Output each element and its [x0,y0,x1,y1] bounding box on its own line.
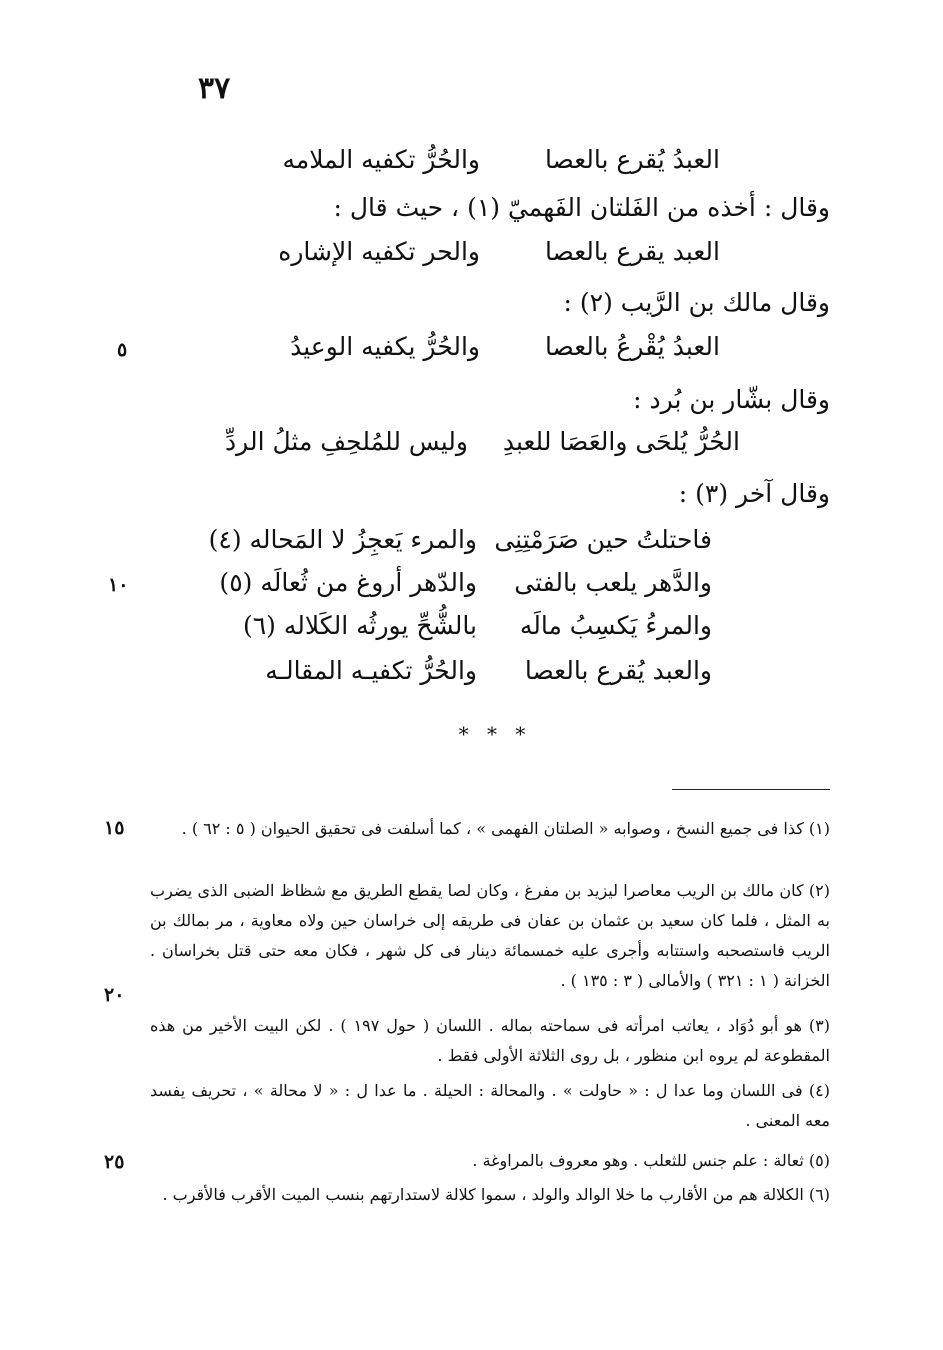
verse-line [225,422,740,462]
verse-intro: وقال آخر (٣) : [678,479,830,508]
line-number-marker: ١٥ [104,817,125,839]
verse-line [260,651,712,691]
verse-line [219,563,712,603]
footnote: (٥) ثعالة : علم جنس للثعلب . وهو معروف بالمراوغة . [472,1151,830,1170]
footnote-divider [672,789,830,790]
footnote: (٦) الكلالة هم من الأقارب ما خلا الوالد والولد ، سموا كلالة لاستدارتهم بنسب الميت الأقرب فالأقرب . [162,1185,830,1204]
verse-first-hemistich: العبدُ يُقرع بالعصا [544,145,720,174]
verse-line [208,520,712,560]
footnote: (٢) كان مالك بن الريب معاصرا ليزيد بن مفرغ ، وكان لصا يقطع الطريق مع شظاظ الضبى الذى يضرب به المثل ، فلما كان سعيد بن عثمان بن عفان فى طريقه إلى خراسان حين ولاه معاوية ، مر بمالك بن الريب فاستصحبه واستتابه وأجرى عليه خمسمائة دينار فى كل شهر ، فكان معه حتى قتل بخراسان . الخزانة ( ١ : ٣٢١ ) والأمالى ( ٣ : ١٣٥ ) . [150,881,830,990]
page-number: ٣٧ [198,71,231,106]
verse-line [282,140,720,180]
verse-first-hemistich: والمرءُ يَكسِبُ مالَه [519,611,712,640]
verse-intro: وقال بشّار بن بُرد : [633,385,830,414]
verse-first-hemistich: والعبد يُقرع بالعصا [524,656,712,685]
verse-line [278,232,720,272]
line-number-marker: ٥ [117,339,128,361]
line-number-marker: ١٠ [108,574,129,596]
verse-first-hemistich: فاحتلتُ حين صَرَمْتِنِى [494,525,712,554]
verse-first-hemistich: والدَّهر يلعب بالفتى [514,568,712,597]
verse-line [290,327,720,367]
verse-first-hemistich: العبد يقرع بالعصا [544,237,720,266]
verse-second-hemistich: وليس للمُلحِفِ مثلُ الردِّ [225,427,468,456]
verse-second-hemistich: والحُرُّ تكفيـه المقالـه [265,656,477,685]
line-number-marker: ٢٠ [104,984,125,1006]
verse-first-hemistich: العبدُ يُقْرعُ بالعصا [544,332,720,361]
footnote: (٤) فى اللسان وما عدا ل : « حاولت » . والمحالة : الحيلة . ما عدا ل : « لا محالة » ، تحريف يفسد معه المعنى . [150,1081,830,1130]
verse-second-hemistich: والدّهر أروغ من ثُعالَه (٥) [219,568,477,597]
verse-intro: وقال : أخذه من الفَلتان الفَهميّ (١) ، حيث قال : [333,193,830,222]
verse-second-hemistich: والمرء يَعجِزُ لا المَحاله (٤) [208,525,477,554]
verse-second-hemistich: والحر تكفيه الإشاره [278,237,480,266]
footnote: (٣) هو أبو دُوَاد ، يعاتب امرأته فى سماحته بماله . اللسان ( حول ١٩٧ ) . لكن البيت الأخير من هذه المقطوعة لم يروه ابن منظور ، بل روى الثلاثة الأولى فقط . [150,1016,831,1065]
line-number-marker: ٢٥ [104,1151,125,1173]
verse-first-hemistich: الحُرُّ يُلحَى والعَصَا للعبدِ [502,427,740,456]
verse-second-hemistich: بالشُّحِّ يورثُه الكَلاله (٦) [242,611,477,640]
footnote: (١) كذا فى جميع النسخ ، وصوابه « الصلتان الفهمى » ، كما أسلفت فى تحقيق الحيوان ( ٥ : ٦٢ ) . [181,819,830,838]
verse-intro: وقال مالك بن الرَّيب (٢) : [563,288,830,317]
section-separator: * * * [458,722,532,746]
verse-second-hemistich: والحُرُّ تكفيه الملامه [282,145,480,174]
verse-second-hemistich: والحُرُّ يكفيه الوعيدُ [290,332,480,361]
verse-line [242,606,712,646]
